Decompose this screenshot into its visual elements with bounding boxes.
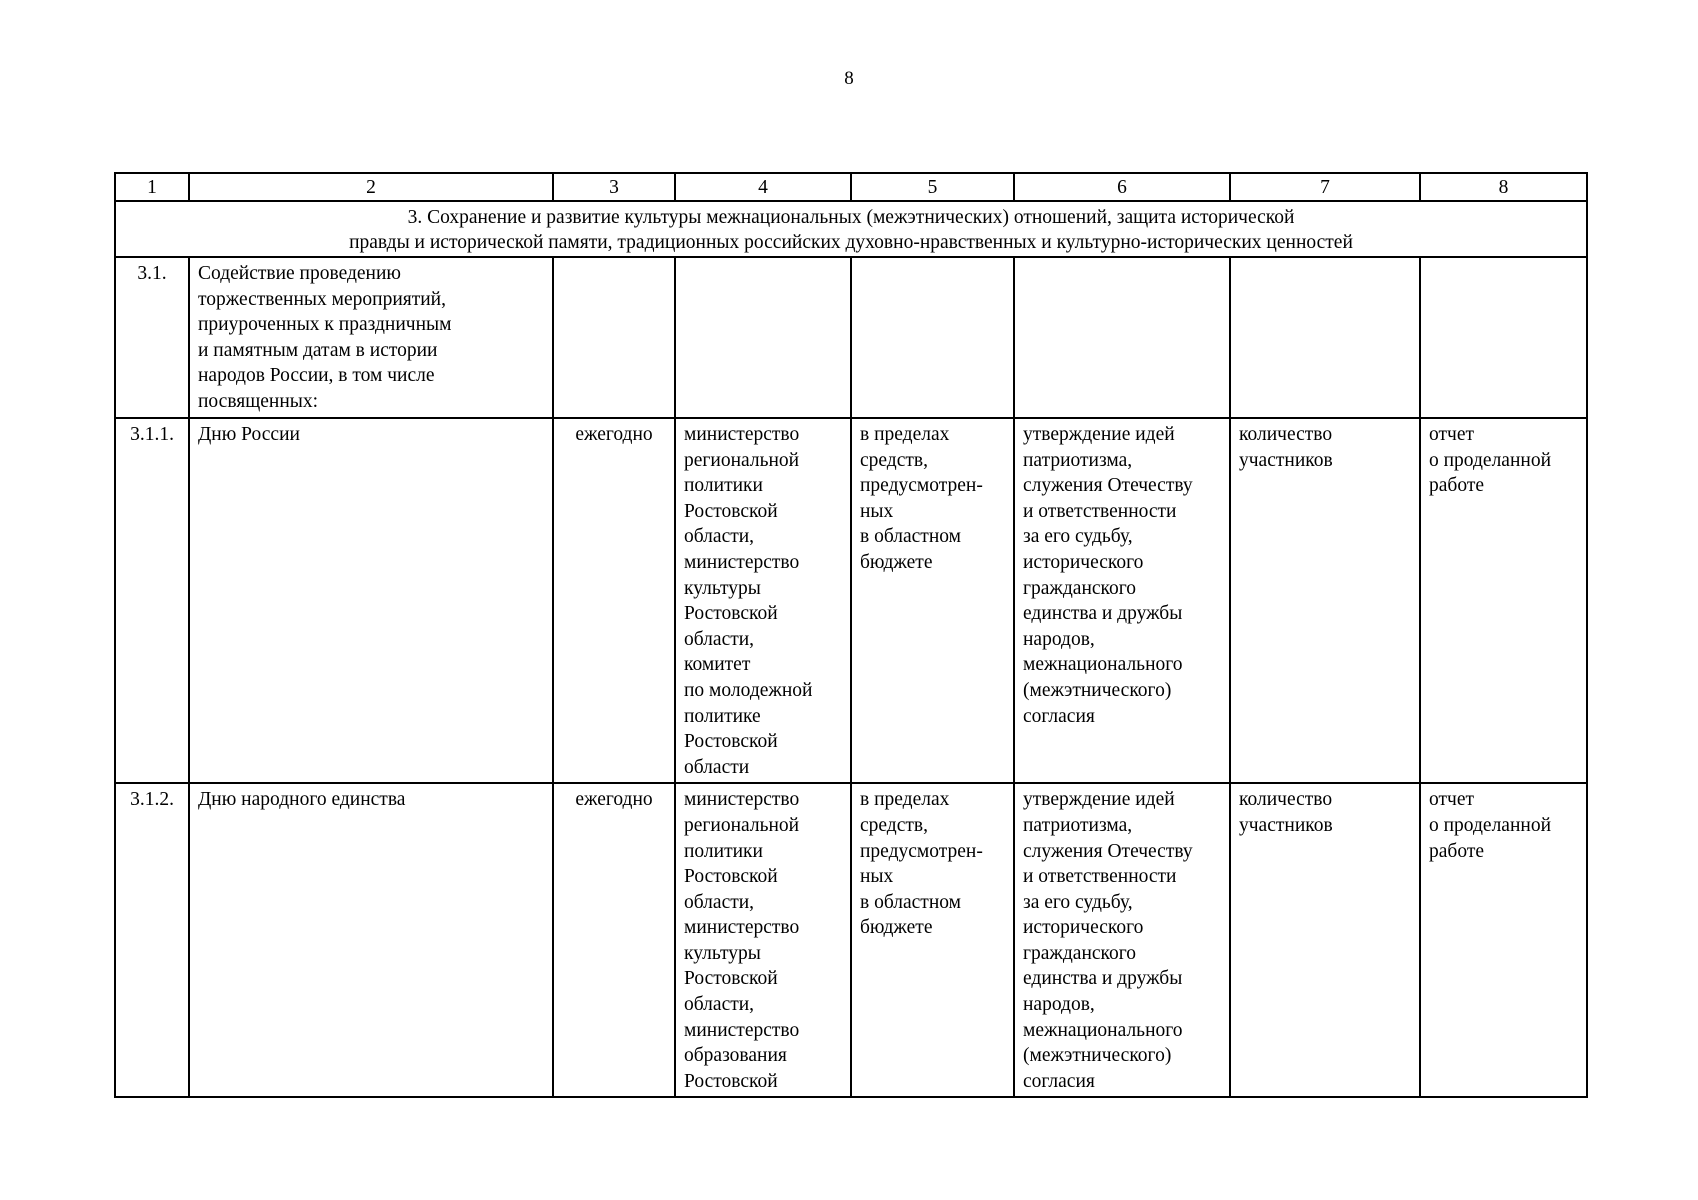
column-numbers-row	[115, 173, 1587, 201]
result-cell: утверждение идей патриотизма, служения Отечеству и ответственности за его судьбу, исторического гражданского единства и дружбы народов, межнационального (межэтнического) согласия	[1014, 418, 1230, 783]
report-cell	[1420, 257, 1587, 418]
section-header-row	[115, 201, 1587, 257]
table-row	[115, 257, 1587, 418]
section-title: 3. Сохранение и развитие культуры межнациональных (межэтнических) отношений, защита исторической правды и исторической памяти, традиционных российских духовно-нравственных и культурно-исторических ценностей	[115, 201, 1587, 257]
executors-cell: министерство региональной политики Ростовской области, министерство культуры Ростовской области, комитет по молодежной политике Ростовской области	[675, 418, 851, 783]
term-cell	[553, 257, 675, 418]
activity-name: Дню народного единства	[189, 783, 553, 1097]
column-number: 3	[553, 173, 675, 201]
column-number: 7	[1230, 173, 1420, 201]
indicator-cell: количество участников	[1230, 418, 1420, 783]
term-cell: ежегодно	[553, 783, 675, 1097]
indicator-cell	[1230, 257, 1420, 418]
column-number: 1	[115, 173, 189, 201]
executors-cell: министерство региональной политики Ростовской области, министерство культуры Ростовской области, министерство образования Ростовской	[675, 783, 851, 1097]
result-cell: утверждение идей патриотизма, служения Отечеству и ответственности за его судьбу, исторического гражданского единства и дружбы народов, межнационального (межэтнического) согласия	[1014, 783, 1230, 1097]
report-cell: отчет о проделанной работе	[1420, 418, 1587, 783]
executors-cell	[675, 257, 851, 418]
table-row	[115, 418, 1587, 783]
activity-name: Дню России	[189, 418, 553, 783]
activity-name: Содействие проведению торжественных мероприятий, приуроченных к праздничным и памятным датам в истории народов России, в том числе посвященных:	[189, 257, 553, 418]
table-row	[115, 783, 1587, 1097]
column-number: 6	[1014, 173, 1230, 201]
row-number: 3.1.	[115, 257, 189, 418]
plan-table	[114, 172, 1588, 1098]
funding-cell: в пределах средств, предусмотрен- ных в областном бюджете	[851, 418, 1014, 783]
term-cell: ежегодно	[553, 418, 675, 783]
funding-cell	[851, 257, 1014, 418]
row-number: 3.1.1.	[115, 418, 189, 783]
indicator-cell: количество участников	[1230, 783, 1420, 1097]
result-cell	[1014, 257, 1230, 418]
page-number: 8	[844, 68, 854, 89]
column-number: 5	[851, 173, 1014, 201]
row-number: 3.1.2.	[115, 783, 189, 1097]
column-number: 8	[1420, 173, 1587, 201]
funding-cell: в пределах средств, предусмотрен- ных в областном бюджете	[851, 783, 1014, 1097]
report-cell: отчет о проделанной работе	[1420, 783, 1587, 1097]
column-number: 2	[189, 173, 553, 201]
column-number: 4	[675, 173, 851, 201]
